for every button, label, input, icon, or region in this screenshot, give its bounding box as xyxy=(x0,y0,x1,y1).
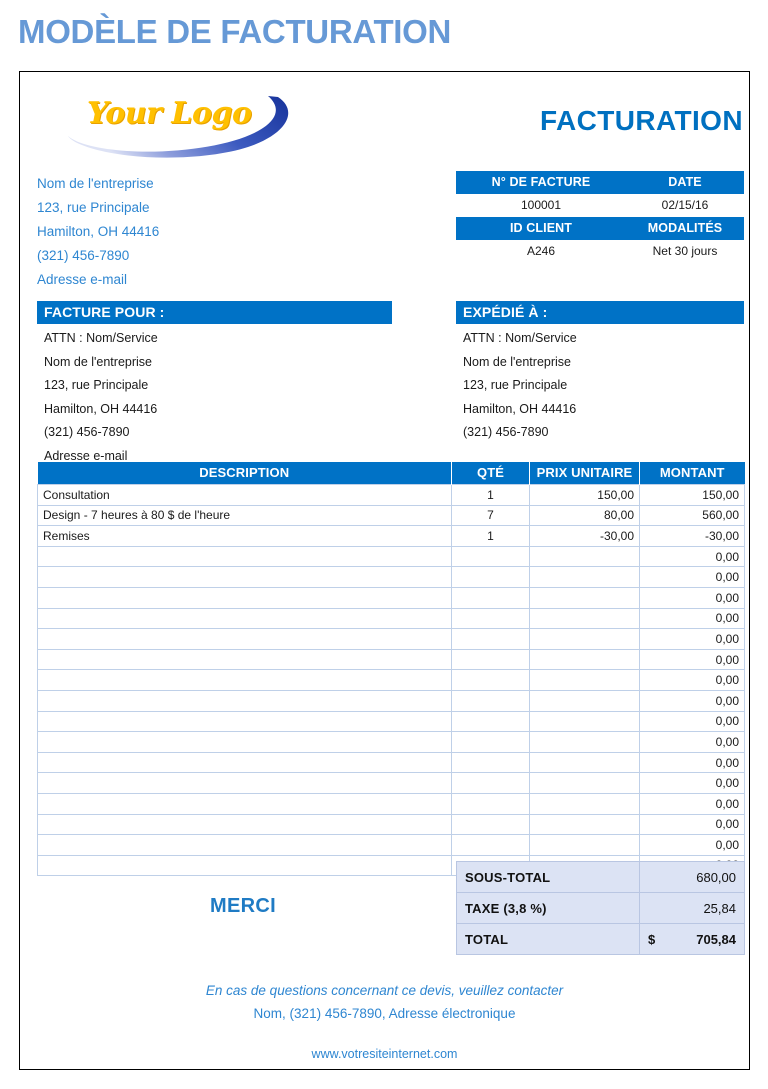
totals-table xyxy=(456,861,745,955)
cell-amount[interactable]: 0,00 xyxy=(640,711,745,732)
footer-contact-prompt: En cas de questions concernant ce devis, veuillez contacter xyxy=(205,983,564,998)
meta-header-row xyxy=(456,217,744,240)
cell-description[interactable] xyxy=(38,567,452,588)
cell-qty[interactable] xyxy=(452,793,530,814)
company-address-line: Nom de l'entreprise xyxy=(37,176,154,191)
line-items-header-row xyxy=(38,462,745,485)
cell-amount[interactable]: 0,00 xyxy=(640,546,745,567)
cell-description[interactable] xyxy=(38,732,452,753)
cell-description[interactable] xyxy=(38,773,452,794)
cell-amount[interactable]: -30,00 xyxy=(640,526,745,547)
ship-to-line: ATTN : Nom/Service xyxy=(463,331,577,345)
cell-unit-price[interactable] xyxy=(530,670,640,691)
meta-header-client-id: ID CLIENT xyxy=(456,217,626,240)
meta-value-row xyxy=(456,194,744,217)
total-label: TOTAL xyxy=(457,924,640,955)
cell-description[interactable]: Remises xyxy=(38,526,452,547)
meta-header-terms: MODALITÉS xyxy=(626,217,744,240)
cell-qty[interactable] xyxy=(452,732,530,753)
table-row xyxy=(38,608,745,629)
cell-qty[interactable] xyxy=(452,670,530,691)
cell-unit-price[interactable] xyxy=(530,752,640,773)
cell-unit-price[interactable] xyxy=(530,567,640,588)
meta-value-row xyxy=(456,240,744,263)
cell-qty[interactable]: 1 xyxy=(452,526,530,547)
table-row xyxy=(38,587,745,608)
cell-description[interactable] xyxy=(38,546,452,567)
bill-to-block xyxy=(37,301,392,468)
meta-value-client-id[interactable]: A246 xyxy=(456,240,626,263)
ship-to-line: 123, rue Principale xyxy=(463,378,568,392)
cell-unit-price[interactable] xyxy=(530,773,640,794)
meta-value-date[interactable]: 02/15/16 xyxy=(626,194,744,217)
cell-qty[interactable] xyxy=(452,567,530,588)
company-address-line: (321) 456-7890 xyxy=(37,248,130,263)
company-address-line: Adresse e-mail xyxy=(37,272,128,287)
ship-to-body xyxy=(456,324,744,445)
cell-description[interactable]: Consultation xyxy=(38,485,452,506)
cell-amount[interactable]: 0,00 xyxy=(640,670,745,691)
cell-amount[interactable]: 560,00 xyxy=(640,505,745,526)
bill-to-line: ATTN : Nom/Service xyxy=(44,331,158,345)
column-header-description: DESCRIPTION xyxy=(38,462,452,485)
table-row xyxy=(38,773,745,794)
cell-qty[interactable]: 7 xyxy=(452,505,530,526)
subtotal-row xyxy=(457,862,745,893)
cell-qty[interactable] xyxy=(452,608,530,629)
table-row xyxy=(38,835,745,856)
company-address-line: 123, rue Principale xyxy=(37,200,150,215)
ship-to-title: EXPÉDIÉ À : xyxy=(456,301,744,324)
cell-amount[interactable]: 0,00 xyxy=(640,690,745,711)
cell-amount[interactable]: 0,00 xyxy=(640,773,745,794)
total-value: 705,84 xyxy=(668,924,745,955)
cell-unit-price[interactable]: 150,00 xyxy=(530,485,640,506)
bill-to-line: (321) 456-7890 xyxy=(44,425,130,439)
cell-unit-price[interactable] xyxy=(530,814,640,835)
tax-row xyxy=(457,893,745,924)
cell-amount[interactable]: 0,00 xyxy=(640,752,745,773)
table-row xyxy=(38,690,745,711)
cell-description[interactable] xyxy=(38,690,452,711)
cell-amount[interactable]: 0,00 xyxy=(640,649,745,670)
tax-label: TAXE (3,8 %) xyxy=(457,893,640,924)
cell-amount[interactable]: 0,00 xyxy=(640,608,745,629)
cell-qty[interactable] xyxy=(452,711,530,732)
thank-you-text: MERCI xyxy=(210,895,276,917)
subtotal-label: SOUS-TOTAL xyxy=(457,862,640,893)
cell-amount[interactable]: 0,00 xyxy=(640,567,745,588)
cell-amount[interactable]: 0,00 xyxy=(640,629,745,650)
table-row xyxy=(38,711,745,732)
table-row xyxy=(38,732,745,753)
meta-header-date: DATE xyxy=(626,171,744,194)
cell-description[interactable] xyxy=(38,629,452,650)
invoice-meta-table xyxy=(456,171,744,263)
cell-qty[interactable] xyxy=(452,587,530,608)
table-row xyxy=(38,526,745,547)
bill-to-line: Nom de l'entreprise xyxy=(44,354,152,369)
cell-amount[interactable]: 0,00 xyxy=(640,835,745,856)
table-row xyxy=(38,485,745,506)
table-row xyxy=(38,752,745,773)
cell-description[interactable] xyxy=(38,793,452,814)
table-row xyxy=(38,649,745,670)
cell-description[interactable] xyxy=(38,855,452,876)
cell-qty[interactable]: 1 xyxy=(452,485,530,506)
subtotal-currency xyxy=(640,862,668,893)
ship-to-line: (321) 456-7890 xyxy=(463,425,549,439)
cell-unit-price[interactable] xyxy=(530,711,640,732)
table-row xyxy=(38,567,745,588)
subtotal-value: 680,00 xyxy=(668,862,745,893)
page-title: MODÈLE DE FACTURATION xyxy=(18,13,452,50)
bill-to-body xyxy=(37,324,392,468)
ship-to-block xyxy=(456,301,744,445)
cell-unit-price[interactable] xyxy=(530,546,640,567)
cell-unit-price[interactable] xyxy=(530,732,640,753)
column-header-unit-price: PRIX UNITAIRE xyxy=(530,462,640,485)
table-row xyxy=(38,629,745,650)
ship-to-line: Nom de l'entreprise xyxy=(463,354,571,369)
tax-value: 25,84 xyxy=(668,893,745,924)
footer-website[interactable]: www.votresiteinternet.com xyxy=(311,1047,458,1061)
ship-to-line: Hamilton, OH 44416 xyxy=(463,401,577,416)
cell-description[interactable] xyxy=(38,587,452,608)
cell-unit-price[interactable] xyxy=(530,587,640,608)
cell-unit-price[interactable] xyxy=(530,690,640,711)
meta-header-row xyxy=(456,171,744,194)
cell-unit-price[interactable] xyxy=(530,629,640,650)
cell-qty[interactable] xyxy=(452,752,530,773)
company-address-line: Hamilton, OH 44416 xyxy=(37,224,160,239)
column-header-qty: QTÉ xyxy=(452,462,530,485)
bill-to-line: Adresse e-mail xyxy=(44,448,128,463)
cell-qty[interactable] xyxy=(452,690,530,711)
cell-qty[interactable] xyxy=(452,629,530,650)
table-row xyxy=(38,670,745,691)
cell-unit-price[interactable]: -30,00 xyxy=(530,526,640,547)
company-logo xyxy=(65,84,335,166)
footer-contact-details: Nom, (321) 456-7890, Adresse électronique xyxy=(253,1006,516,1021)
cell-qty[interactable] xyxy=(452,814,530,835)
meta-value-terms[interactable]: Net 30 jours xyxy=(626,240,744,263)
total-currency: $ xyxy=(640,924,668,955)
cell-description[interactable] xyxy=(38,608,452,629)
cell-unit-price[interactable] xyxy=(530,793,640,814)
bill-to-title: FACTURE POUR : xyxy=(37,301,392,324)
cell-qty[interactable] xyxy=(452,649,530,670)
cell-unit-price[interactable]: 80,00 xyxy=(530,505,640,526)
cell-description[interactable]: Design - 7 heures à 80 $ de l'heure xyxy=(38,505,452,526)
total-row xyxy=(457,924,745,955)
invoice-frame xyxy=(19,71,750,1070)
cell-amount[interactable]: 0,00 xyxy=(640,793,745,814)
cell-unit-price[interactable] xyxy=(530,608,640,629)
logo-text: Your Logo xyxy=(87,96,252,131)
meta-header-invoice-no: N° DE FACTURE xyxy=(456,171,626,194)
cell-description[interactable] xyxy=(38,670,452,691)
cell-amount[interactable]: 150,00 xyxy=(640,485,745,506)
column-header-amount: MONTANT xyxy=(640,462,745,485)
cell-qty[interactable] xyxy=(452,835,530,856)
tax-currency xyxy=(640,893,668,924)
cell-amount[interactable]: 0,00 xyxy=(640,732,745,753)
cell-qty[interactable] xyxy=(452,773,530,794)
cell-unit-price[interactable] xyxy=(530,835,640,856)
meta-value-invoice-no[interactable]: 100001 xyxy=(456,194,626,217)
line-items-body xyxy=(38,485,745,876)
invoice-footer xyxy=(20,980,749,1064)
cell-unit-price[interactable] xyxy=(530,649,640,670)
table-row xyxy=(38,546,745,567)
line-items-table xyxy=(37,462,745,876)
cell-description[interactable] xyxy=(38,711,452,732)
cell-amount[interactable]: 0,00 xyxy=(640,814,745,835)
table-row xyxy=(38,793,745,814)
bill-to-line: Hamilton, OH 44416 xyxy=(44,401,158,416)
cell-description[interactable] xyxy=(38,649,452,670)
table-row xyxy=(38,505,745,526)
table-row xyxy=(38,814,745,835)
cell-description[interactable] xyxy=(38,814,452,835)
cell-amount[interactable]: 0,00 xyxy=(640,587,745,608)
cell-qty[interactable] xyxy=(452,546,530,567)
cell-description[interactable] xyxy=(38,752,452,773)
cell-description[interactable] xyxy=(38,835,452,856)
company-address xyxy=(37,172,367,292)
invoice-heading: FACTURATION xyxy=(540,105,743,136)
bill-to-line: 123, rue Principale xyxy=(44,378,149,392)
